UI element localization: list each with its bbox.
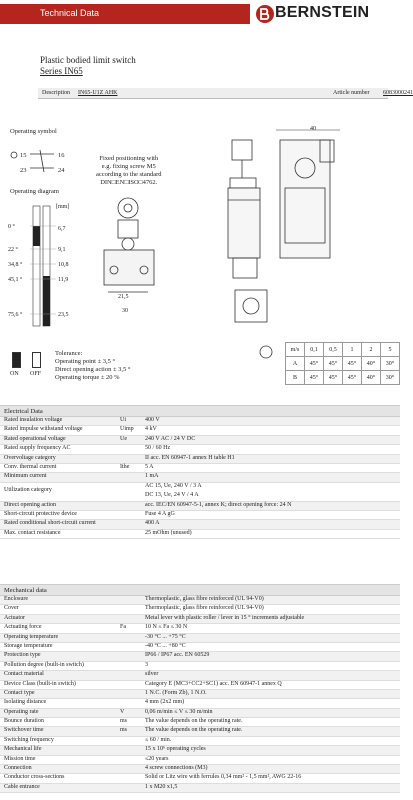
table-row — [0, 445, 400, 454]
table-cell: Max. contact resistance — [4, 529, 61, 536]
tolerance-direct-opening: Direct opening action ± 3,5 ° — [55, 366, 131, 373]
fixing-note-line-1: Fixed positioning with — [99, 155, 159, 162]
technical-drawing — [0, 100, 400, 345]
operating-diagram-label: Operating diagram — [10, 188, 59, 195]
table-cell: Storage temperature — [4, 642, 53, 649]
table-cell: 4 mm (2x2 mm) — [145, 699, 185, 706]
speed-table-cell: 30° — [380, 371, 399, 385]
header-bar — [0, 0, 400, 30]
table-cell: 10 N ≤ Fa ≤ 30 N — [145, 624, 188, 631]
speed-table-cell: 45° — [305, 357, 324, 371]
bottom-view-drawing — [235, 290, 272, 358]
table-row — [0, 605, 400, 614]
speed-table — [285, 342, 400, 385]
table-cell: ≤ 60 / min. — [145, 736, 172, 743]
table-cell: acc. IEC/EN 60947-5-1, annex K; direct opening force: 24 N — [145, 501, 292, 508]
table-row — [0, 652, 400, 661]
table-cell: Direct opening action — [4, 501, 56, 508]
table-cell: Ui — [120, 417, 126, 423]
table-row — [0, 671, 400, 680]
product-title: Plastic bodied limit switch — [40, 55, 136, 65]
fixing-note-line-4: DIN□EN□ISO□4762. — [100, 179, 158, 186]
table-cell: Cover — [4, 605, 19, 612]
table-cell: Contact type — [4, 689, 35, 696]
product-series: Series IN65 — [40, 66, 83, 76]
table-row — [0, 643, 400, 652]
table-cell: Metal lever with plastic roller / lever in 15 ° increments adjustable — [145, 614, 305, 621]
table-cell: 4 kV — [145, 426, 157, 433]
table-row — [0, 690, 400, 699]
table-cell: Thermoplastic, glass fibre reinforced (UL 94-V0) — [145, 596, 264, 602]
table-cell: Fa — [120, 624, 126, 631]
travel-1: 9,1 — [58, 247, 66, 253]
table-row — [0, 727, 400, 736]
speed-table-cell: B — [286, 371, 305, 385]
table-cell: Uimp — [120, 426, 134, 433]
table-row — [0, 662, 400, 671]
table-cell: 400 A — [145, 520, 160, 527]
table-cell: 5 A — [145, 463, 154, 470]
table-row — [0, 624, 400, 633]
speed-table-cell: 45° — [342, 357, 361, 371]
table-cell: Isolating distance — [4, 699, 47, 706]
table-cell: Actuating force — [4, 624, 42, 631]
legend-off-label: OFF — [30, 371, 42, 377]
table-cell: Rated impulse withstand voltage — [4, 426, 83, 433]
table-cell: Solid or Litz wire with ferrules 0,34 mm² - 1,5 mm², AWG 22-16 — [145, 774, 302, 781]
table-cell: silver — [145, 671, 159, 678]
table-cell: Cable entrance — [4, 783, 40, 790]
table-cell: Overvoltage category — [4, 454, 56, 461]
table-cell: 4 screw connections (M3) — [145, 765, 208, 772]
symbol-a1: 15 — [20, 152, 27, 159]
table-row — [0, 417, 400, 426]
speed-table-cell: m/s — [286, 343, 305, 357]
table-cell: Switching frequency — [4, 736, 54, 743]
brand-name: BERNSTEIN — [275, 4, 370, 21]
table-cell: DC 13, Ue, 24 V / 4 A — [145, 492, 199, 499]
operating-symbol-label: Operating symbol — [10, 128, 57, 135]
brand-logo — [253, 3, 400, 25]
angle-3: 45,1 ° — [8, 277, 23, 283]
speed-table-cell: 40° — [361, 371, 380, 385]
table-cell: 3 — [145, 661, 148, 668]
table-cell: Minimum current — [4, 473, 47, 480]
legend-on-swatch — [12, 352, 21, 368]
speed-table-header — [286, 343, 400, 357]
section-banner — [0, 4, 250, 24]
article-label: Article number — [333, 90, 370, 96]
speed-table-cell: 45° — [324, 371, 343, 385]
speed-table-cell: A — [286, 357, 305, 371]
angle-0: 0 ° — [8, 224, 15, 230]
electrical-data-title: Electrical Data — [0, 405, 400, 417]
unit-label: [mm] — [56, 204, 70, 210]
table-cell: 1 x M20 x1,5 — [145, 783, 178, 790]
speed-table-cell: 0,5 — [324, 343, 343, 357]
speed-table-cell: 45° — [324, 357, 343, 371]
table-cell: Device Class (built-in switch) — [4, 680, 76, 687]
table-cell: Enclosure — [4, 596, 28, 602]
table-cell: Rated supply frequency AC — [4, 445, 71, 452]
table-cell: V — [120, 708, 125, 715]
table-cell: 0,06 m/min ≤ V ≤ 30 m/min — [145, 708, 213, 715]
table-cell: Rated operational voltage — [4, 435, 66, 442]
table-row — [0, 436, 400, 445]
speed-table-cell: 30° — [380, 357, 399, 371]
speed-table-cell: 1 — [342, 343, 361, 357]
table-cell: Operating rate — [4, 708, 39, 715]
table-cell: ms — [120, 718, 128, 725]
tolerance-operating-point: Operating point ± 3,5 ° — [55, 358, 116, 365]
table-cell: Bounce duration — [4, 718, 44, 725]
table-row — [0, 709, 400, 718]
table-cell: Conv. thermal current — [4, 463, 57, 470]
table-row — [0, 483, 400, 502]
speed-table-row — [286, 357, 400, 371]
table-cell: ms — [120, 727, 128, 734]
tolerance-operating-torque: Operating torque ± 20 % — [55, 374, 120, 381]
table-cell: 15 x 10⁶ operating cycles — [145, 746, 206, 753]
table-row — [0, 473, 400, 482]
table-row — [0, 511, 400, 520]
table-row — [0, 502, 400, 511]
table-row — [0, 699, 400, 708]
table-cell: Switchover time — [4, 727, 44, 734]
travel-0: 6,7 — [58, 226, 66, 232]
table-row — [0, 746, 400, 755]
table-row — [0, 774, 400, 783]
dim-21-5: 21,5 — [118, 294, 129, 300]
front-view-drawing — [104, 198, 154, 292]
mechanical-data-section — [0, 584, 400, 793]
table-cell: Ue — [120, 435, 127, 442]
table-cell: Connection — [4, 765, 32, 772]
table-cell: Operating temperature — [4, 633, 59, 640]
angle-4: 75,6 ° — [8, 312, 23, 318]
table-row — [0, 596, 400, 605]
fixing-note-line-3: according to the standard — [96, 171, 162, 178]
mechanical-data-rows — [0, 596, 400, 793]
table-cell: Short-circuit protective device — [4, 510, 77, 517]
travel-3: 11,9 — [58, 277, 69, 283]
travel-2: 10,8 — [58, 262, 69, 268]
symbol-a2: 16 — [58, 152, 65, 159]
table-row — [0, 681, 400, 690]
table-cell: Rated conditional short-circuit current — [4, 520, 96, 527]
tolerance-title: Tolerance: — [55, 350, 83, 357]
table-cell: Ithe — [120, 463, 130, 470]
table-cell: 240 V AC / 24 V DC — [145, 435, 196, 442]
table-cell: Thermoplastic, glass fibre reinforced (UL 94-V0) — [145, 605, 264, 612]
table-cell: II acc. EN 60947-1 annex H table H1 — [145, 454, 235, 461]
table-cell: 25 mOhm (unused) — [145, 529, 192, 536]
table-cell: 50 / 60 Hz — [145, 445, 171, 452]
table-row — [0, 765, 400, 774]
operating-symbol-icon — [11, 150, 54, 172]
table-row — [0, 718, 400, 727]
symbol-b2: 24 — [58, 167, 65, 174]
speed-table-cell: 0,1 — [305, 343, 324, 357]
table-row — [0, 737, 400, 746]
table-cell: The value depends on the operating rate. — [145, 718, 243, 725]
table-cell: IP66 / IP67 acc. EN 60529 — [145, 652, 210, 659]
description-bar — [38, 88, 413, 99]
section-label: Technical Data — [40, 8, 100, 18]
description-value: IN65-U1Z AHK — [78, 90, 118, 96]
table-cell: Conductor cross-sections — [4, 774, 65, 781]
table-row — [0, 520, 400, 529]
table-row — [0, 784, 400, 793]
legend-on-label: ON — [10, 371, 19, 377]
tolerance-block — [55, 350, 130, 382]
table-row — [0, 634, 400, 643]
speed-table-cell: 40° — [361, 357, 380, 371]
table-cell: Pollution degree (built-in switch) — [4, 661, 84, 668]
speed-table-cell: 45° — [342, 371, 361, 385]
table-cell: Fuse 4 A gG — [145, 510, 175, 517]
symbol-b1: 23 — [20, 167, 27, 174]
speed-table-row — [286, 371, 400, 385]
table-row — [0, 464, 400, 473]
travel-4: 23,5 — [58, 312, 69, 318]
speed-table-cell: 5 — [380, 343, 399, 357]
table-cell: -30 °C ... +75 °C — [145, 633, 186, 640]
table-cell: 1 N.C. (Form Zb), 1 N.O. — [145, 689, 207, 696]
table-cell: The value depends on the operating rate. — [145, 727, 243, 734]
table-cell: Mission time — [4, 755, 36, 762]
table-cell: ≤20 years — [145, 755, 169, 762]
description-label: Description — [42, 90, 70, 96]
table-cell: -40 °C ... +80 °C — [145, 642, 186, 649]
table-cell: 1 mA — [145, 473, 159, 480]
table-cell: 400 V — [145, 417, 160, 423]
table-cell: AC 15, Ue, 240 V / 3 A — [145, 482, 202, 489]
dim-40: 40 — [310, 126, 316, 132]
table-cell: Rated insulation voltage — [4, 417, 63, 423]
table-row — [0, 426, 400, 435]
bernstein-logo-icon — [255, 4, 275, 24]
table-row — [0, 615, 400, 624]
side-view-drawing — [228, 130, 340, 278]
electrical-data-section — [0, 405, 400, 539]
electrical-data-rows — [0, 417, 400, 539]
dim-30: 30 — [122, 308, 128, 314]
speed-table-cell: 2 — [361, 343, 380, 357]
table-cell: Utilization category — [4, 487, 52, 494]
table-cell: Actuator — [4, 614, 25, 621]
table-row — [0, 756, 400, 765]
table-cell: Category E (MC3+CC2+SC1) acc. EN 60947-1 annex Q — [145, 680, 282, 687]
angle-2: 34,8 ° — [8, 262, 23, 268]
fixing-note-line-2: e.g. fixing screw M5 — [101, 163, 156, 170]
article-value: 6083000241 — [383, 90, 413, 96]
speed-table-cell: 45° — [305, 371, 324, 385]
legend-off-swatch — [32, 352, 41, 368]
mechanical-data-title: Mechanical data — [0, 584, 400, 596]
table-row — [0, 455, 400, 464]
table-cell: Mechanical life — [4, 746, 42, 753]
operating-diagram-bars — [30, 206, 56, 326]
table-row — [0, 530, 400, 539]
angle-1: 22 ° — [8, 247, 18, 253]
table-cell: Contact material — [4, 671, 44, 678]
table-cell: Protection type — [4, 652, 41, 659]
